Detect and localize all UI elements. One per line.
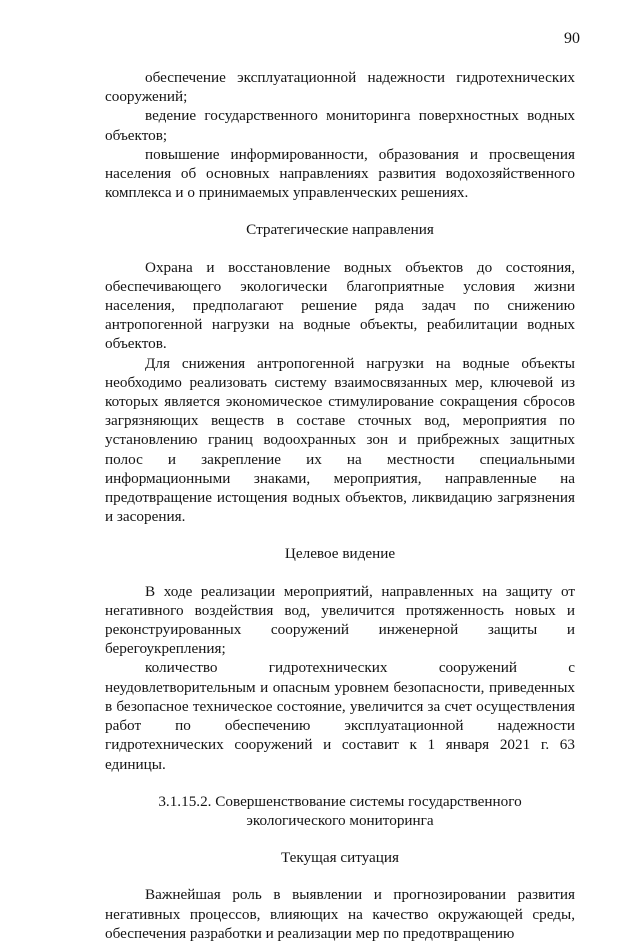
subsection-heading-line2: экологического мониторинга [246,811,434,829]
list-item: обеспечение эксплуатационной надежности гидротехнических сооружений; [105,69,575,106]
list-item: ведение государственного мониторинга поверхностных водных объектов; [105,107,575,144]
paragraph: Охрана и восстановление водных объектов до состояния, обеспечивающего экологически благоприятные условия жизни населения, предполагают решение ряда задач по снижению антропогенной нагрузки на водные объекты, реабилитации водных объектов. [105,258,575,353]
paragraph: В ходе реализации мероприятий, направленных на защиту от негативного воздействия вод, увеличится протяженность новых и реконструированных сооружений инженерной защиты и берегоукрепления; [105,582,575,658]
list-item: повышение информированности, образования и просвещения населения об основных направлениях развития водохозяйственного комплекса и о принимаемых управленческих решениях. [105,145,575,202]
section-heading: Стратегические направления [246,221,434,239]
subsection-heading-line1: 3.1.15.2. Совершенствование системы государственного [158,792,522,810]
paragraph: количество гидротехнических сооружений с неудовлетворительным и опасным уровнем безопасности, приведенных в безопасное техническое состояние, увеличится за счет осуществления работ по обеспечению эксплуатационной надежности гидротехнических сооружений и составит к 1 января 2021 г. 63 единицы. [105,659,575,773]
paragraph: Важнейшая роль в выявлении и прогнозировании развития негативных процессов, влияющих на качество окружающей среды, обеспечения разработки и реализации мер по предотвращению [105,886,575,942]
section-heading: Текущая ситуация [280,849,400,867]
page-number: 90 [564,30,580,47]
section-heading: Целевое видение [284,545,396,563]
paragraph: Для снижения антропогенной нагрузки на водные объекты необходимо реализовать систему взаимосвязанных мер, ключевой из которых является экономическое стимулирование сокращения сбросов загрязняющих веществ в составе сточных вод, мероприятия по установлению границ водоохранных зон и прибрежных защитных полос и закрепление их на местности специальными информационными знаками, мероприятия, направленные на предотвращение истощения водных объектов, ликвидацию загрязнения и засорения. [105,354,575,526]
document-body [105,68,575,943]
